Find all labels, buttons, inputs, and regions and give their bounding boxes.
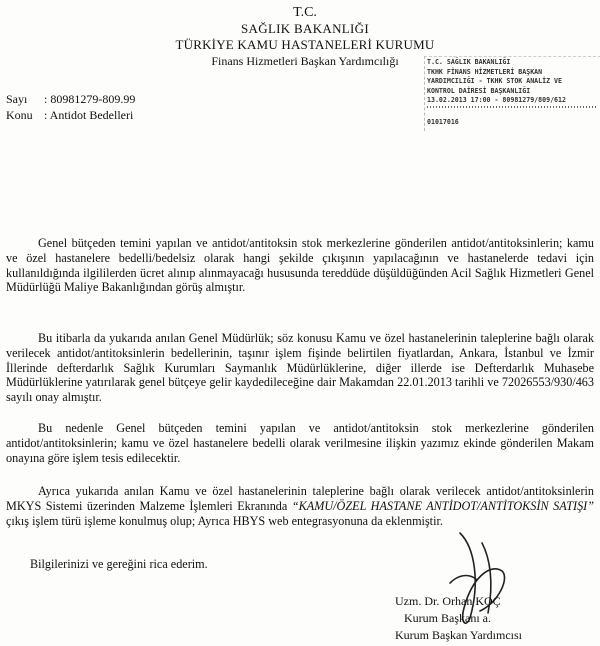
stamp-code: 01017016: [427, 117, 459, 126]
reference-number-value: : 80981279-809.99: [44, 92, 136, 106]
barcode-icon: [427, 106, 597, 108]
subject-line: [6, 108, 133, 123]
body-paragraph-4: [6, 484, 594, 528]
body-paragraph-4-quote: “KAMU/ÖZEL HASTANE ANTİDOT/ANTİTOKSİN SATIŞI”: [291, 498, 594, 513]
letterhead-department: Finans Hizmetleri Başkan Yardımcılığı: [211, 54, 399, 68]
registry-stamp: [427, 58, 600, 127]
stamp-line: YARDIMCILIĞI - TKHK STOK ANALİZ VE: [427, 77, 562, 85]
stamp-line: KONTROL DAİRESİ BAŞKANLIĞI: [427, 86, 531, 95]
stamp-line: 13.02.2013 17:00 - 80981279/809/612: [427, 96, 566, 104]
stamp-line: T.C. SAĞLIK BAKANLIĞI: [427, 58, 511, 66]
subject-label: Konu: [6, 108, 33, 122]
body-paragraph-1: Genel bütçeden temini yapılan ve antidot/antitoksin stok merkezlerine gönderilen antidot/antitoksinlerin; kamu ve özel hastanelere bedelli/bedelsiz olarak hangi şekilde çıkışının yapılacağının ve hastanelerde tedavi için kullanıldığında ilgililerden ücret alınıp alınmayacağı hususunda tereddüde düşüldüğünden Acil Sağlık Hizmetleri Genel Müdürlüğü Maliye Bakanlığından görüş almıştır.: [6, 236, 594, 295]
barcode-area: [427, 106, 600, 120]
body-paragraph-4-end: çıkış işlem türü işleme konulmuş olup; Ayrıca HBYS web entegrasyonuna da eklenmiştir.: [6, 513, 443, 528]
letterhead-line-tc: T.C.: [293, 5, 317, 20]
body-paragraph-2: Bu itibarla da yukarıda anılan Genel Müdürlük; söz konusu Kamu ve özel hastanelerinin taleplerine bağlı olarak verilecek antidot/antitoksinlerin bedellerinin, taşınır işlem fişinde belirtilen fiyatlardan, Ankara, İstanbul ve İzmir İllerinde defterdarlık Sağlık Kurumları Saymanlık Müdürlüklerine, diğer illerde ise Defterdarlık Muhasebe Müdürlüklerine yatırılarak genel bütçeye gelir kaydedileceğine dair Makamdan 22.01.2013 tarihli ve 72026553/930/463 sayılı onay almıştır.: [6, 331, 594, 405]
signer-title-1: Kurum Başkanı a.: [404, 611, 491, 625]
signer-name: Uzm. Dr. Orhan KOÇ: [395, 594, 501, 608]
letterhead: [140, 4, 470, 69]
letterhead-ministry: SAĞLIK BAKANLIĞI: [241, 21, 369, 36]
body-paragraph-4-text: Ayrıca yukarıda anılan Kamu ve özel hastanelerinin taleplerine bağlı olarak verilecek antidot/antitoksinlerin MKYS Sistemi üzerinden Malzeme İşlemleri Ekranında: [6, 484, 594, 513]
letterhead-institution: TÜRKİYE KAMU HASTANELERİ KURUMU: [175, 37, 435, 52]
reference-number: [6, 92, 135, 107]
closing-line: Bilgilerinizi ve gereğini rica ederim.: [30, 557, 208, 571]
subject-value: : Antidot Bedelleri: [44, 108, 134, 122]
body-paragraph-3-text: Bu nedenle Genel bütçeden temini yapılan ve antidot/antitoksin stok merkezlerine gönderilen antidot/antitoksinlerin; kamu ve özel hastanelere bedelli olarak verilmesine ilişkin yazımız ekinde gönderilen Makam onayına göre işlem tesis edilecektir.: [6, 421, 594, 465]
signer-title-2: Kurum Başkan Yardımcısı: [395, 628, 522, 642]
body-paragraph-3: [6, 421, 594, 465]
reference-number-label: Sayı: [6, 92, 28, 106]
stamp-line: TKHK FİNANS HİZMETLERİ BAŞKAN: [427, 67, 543, 76]
